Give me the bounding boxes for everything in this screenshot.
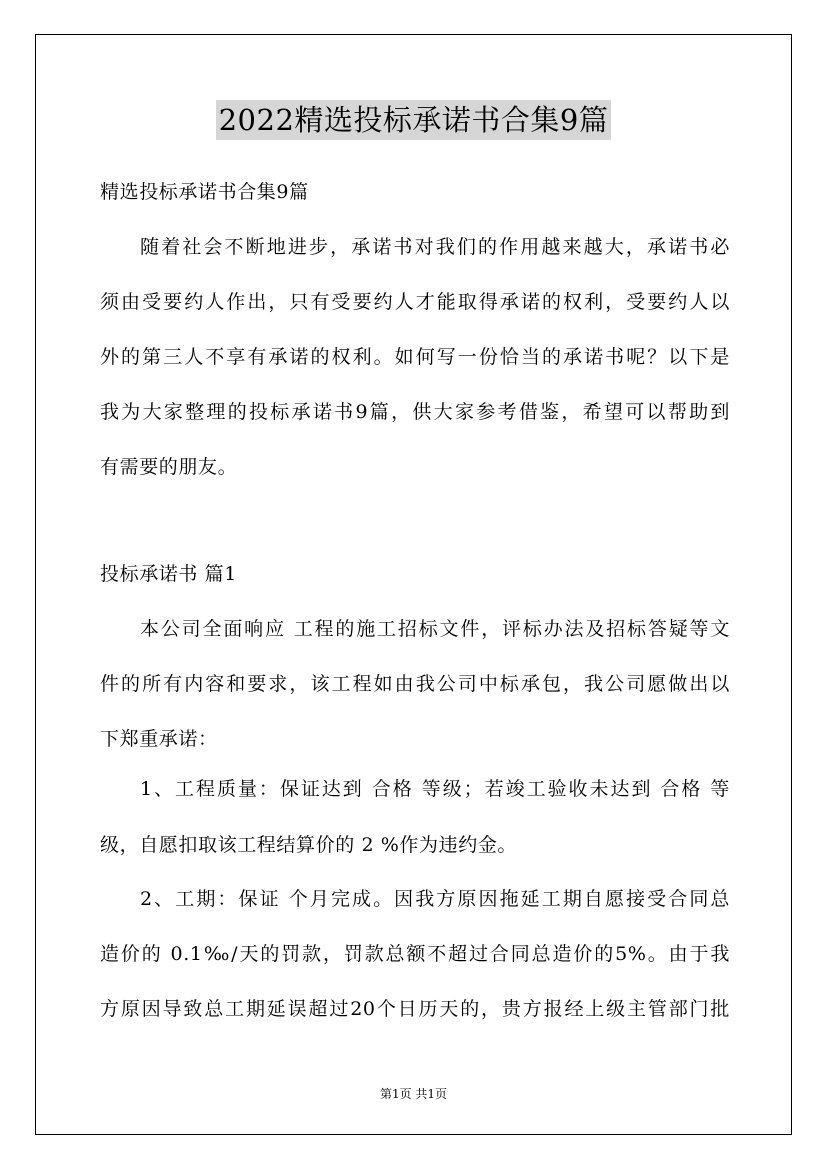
para1-line-3: 下郑重承诺：: [100, 728, 218, 750]
para1-line-2: 件的所有内容和要求，该工程如由我公司中标承包，我公司愿做出以: [100, 673, 730, 695]
item2-line-3: 方原因导致总工期延误超过20个日历天的，贵方报经上级主管部门批: [100, 998, 730, 1020]
document-title: 2022精选投标承诺书合集9篇: [216, 100, 612, 140]
section-heading: 投标承诺书 篇1: [100, 563, 237, 585]
page-footer: 第1页 共1页: [379, 1087, 448, 1101]
item1-line-2: 级，自愿扣取该工程结算价的 2 %作为违约金。: [100, 834, 518, 856]
intro-line-1: 随着社会不断地进步，承诺书对我们的作用越来越大，承诺书必: [140, 236, 730, 258]
title-container: [0, 100, 827, 140]
intro-line-3: 外的第三人不享有承诺的权利。如何写一份恰当的承诺书呢？以下是: [100, 346, 730, 368]
para1-line-1: 本公司全面响应 工程的施工招标文件，评标办法及招标答疑等文: [140, 618, 730, 640]
item2-line-1: 2、工期：保证 个月完成。因我方原因拖延工期自愿接受合同总: [140, 888, 730, 910]
item1-line-1: 1、工程质量：保证达到 合格 等级；若竣工验收未达到 合格 等: [140, 778, 730, 800]
intro-line-4: 我为大家整理的投标承诺书9篇，供大家参考借鉴，希望可以帮助到: [100, 401, 730, 423]
intro-line-5: 有需要的朋友。: [100, 456, 238, 478]
item2-line-2: 造价的 0.1‰/天的罚款，罚款总额不超过合同总造价的5%。由于我: [100, 943, 730, 965]
intro-line-2: 须由受要约人作出，只有受要约人才能取得承诺的权利，受要约人以: [100, 291, 730, 313]
subtitle: 精选投标承诺书合集9篇: [100, 181, 309, 203]
